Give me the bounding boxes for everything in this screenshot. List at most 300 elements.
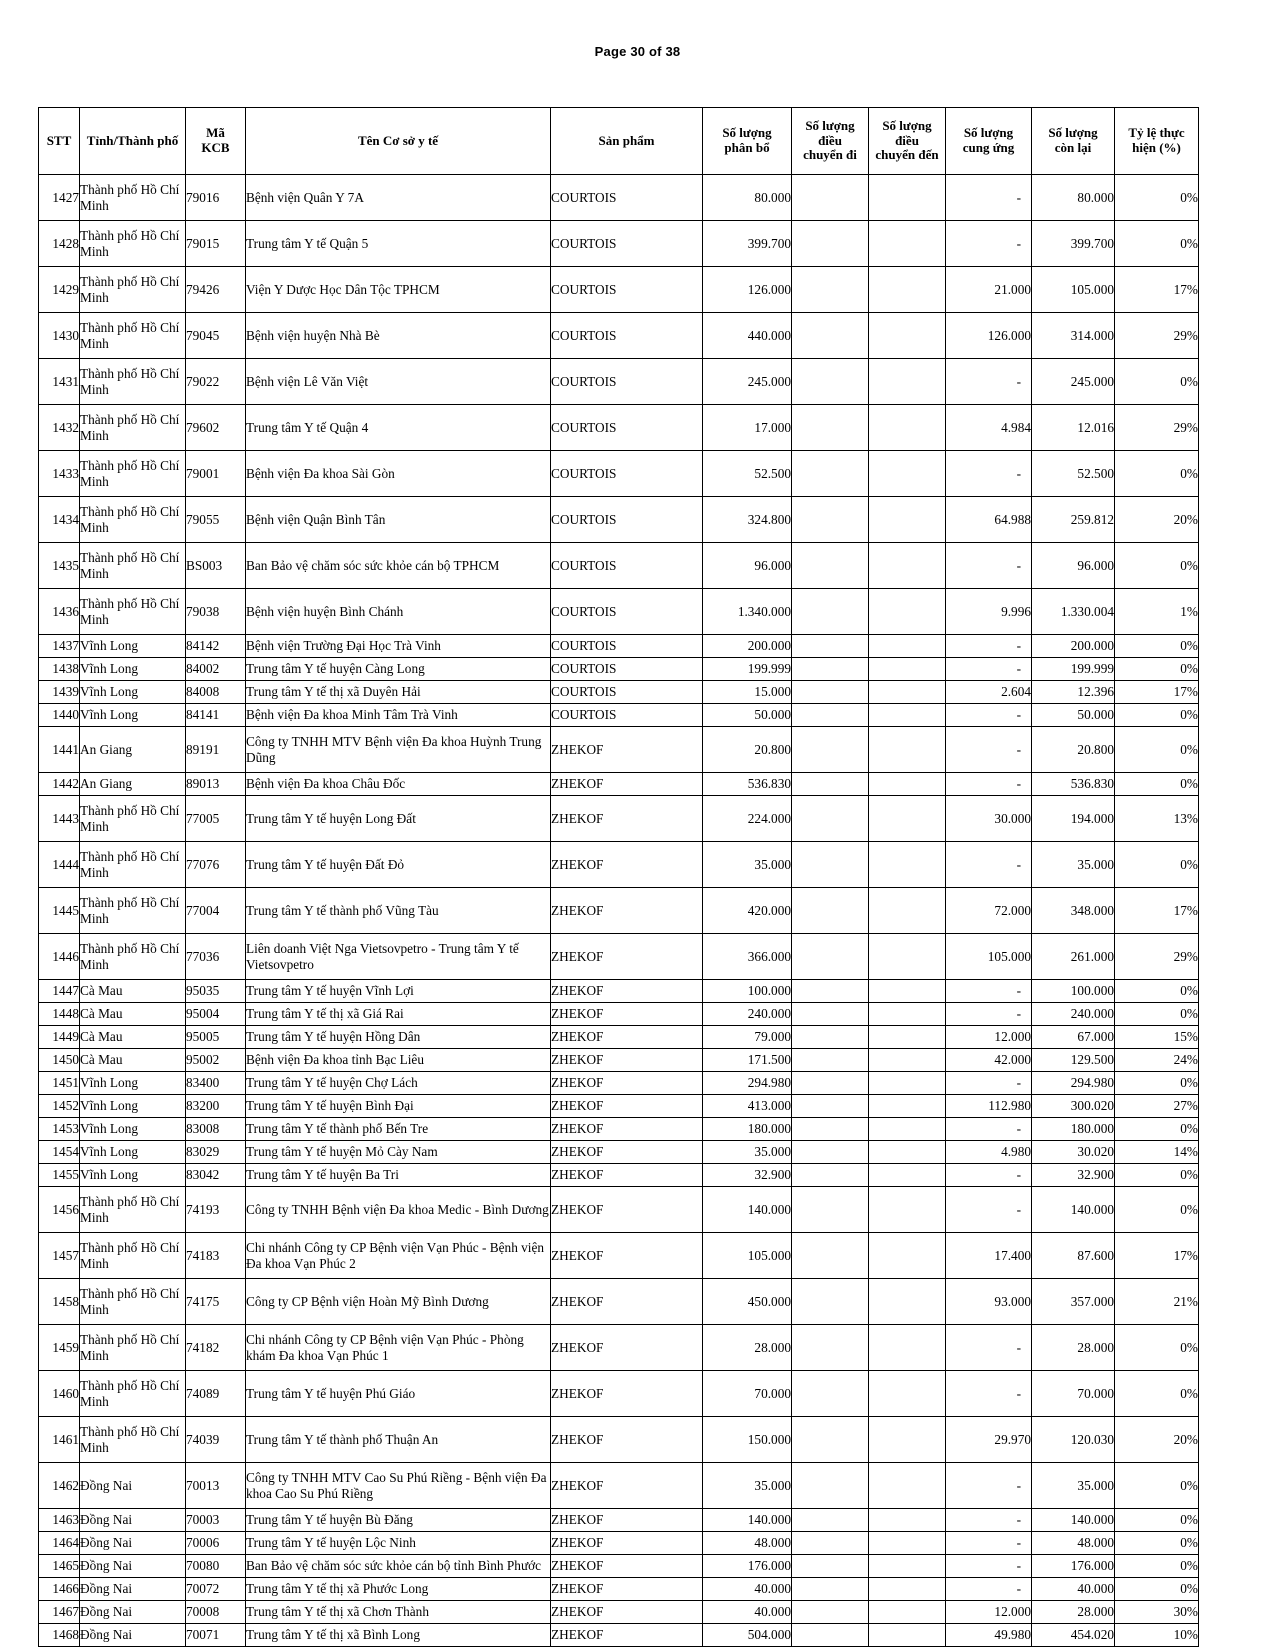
cell-transfer-in [869,1555,946,1578]
cell-allocated: 35.000 [703,1141,792,1164]
cell-kcb-code: 84142 [186,635,246,658]
cell-allocated: 420.000 [703,888,792,934]
cell-transfer-out [792,1118,869,1141]
cell-kcb-code: 83008 [186,1118,246,1141]
col-header-province: Tỉnh/Thành phố [80,108,186,175]
cell-province: Thành phố Hồ Chí Minh [80,543,186,589]
cell-facility-name: Trung tâm Y tế huyện Ba Tri [246,1164,551,1187]
cell-product: ZHEKOF [551,888,703,934]
cell-allocated: 366.000 [703,934,792,980]
cell-product: ZHEKOF [551,1141,703,1164]
cell-rate: 0% [1115,451,1199,497]
cell-facility-name: Bệnh viện huyện Nhà Bè [246,313,551,359]
cell-product: COURTOIS [551,497,703,543]
col-header-transfer-in: Số lượng điều chuyển đến [869,108,946,175]
cell-transfer-in [869,888,946,934]
cell-transfer-out [792,773,869,796]
cell-remaining: 259.812 [1032,497,1115,543]
table-row [39,1578,1199,1601]
cell-supplied: - [946,1555,1032,1578]
cell-allocated: 79.000 [703,1026,792,1049]
table-row [39,1118,1199,1141]
cell-facility-name: Bệnh viện Đa khoa Châu Đốc [246,773,551,796]
cell-rate: 20% [1115,1417,1199,1463]
cell-kcb-code: 83029 [186,1141,246,1164]
table-row [39,1555,1199,1578]
cell-facility-name: Trung tâm Y tế thành phố Bến Tre [246,1118,551,1141]
cell-allocated: 96.000 [703,543,792,589]
cell-supplied: 72.000 [946,888,1032,934]
cell-facility-name: Bệnh viện Lê Văn Việt [246,359,551,405]
cell-allocated: 40.000 [703,1578,792,1601]
cell-transfer-in [869,934,946,980]
cell-transfer-out [792,1164,869,1187]
cell-remaining: 100.000 [1032,980,1115,1003]
cell-kcb-code: 70006 [186,1532,246,1555]
cell-kcb-code: 95004 [186,1003,246,1026]
cell-allocated: 35.000 [703,1463,792,1509]
cell-allocated: 20.800 [703,727,792,773]
cell-supplied: - [946,1072,1032,1095]
cell-rate: 0% [1115,635,1199,658]
cell-province: Cà Mau [80,1003,186,1026]
cell-facility-name: Trung tâm Y tế huyện Càng Long [246,658,551,681]
cell-rate: 0% [1115,359,1199,405]
col-header-supplied: Số lượng cung ứng [946,108,1032,175]
col-header-kcb-code: Mã KCB [186,108,246,175]
cell-remaining: 140.000 [1032,1187,1115,1233]
cell-remaining: 294.980 [1032,1072,1115,1095]
cell-product: ZHEKOF [551,1624,703,1647]
table-row [39,1164,1199,1187]
cell-transfer-out [792,842,869,888]
cell-kcb-code: 83042 [186,1164,246,1187]
cell-product: ZHEKOF [551,1003,703,1026]
cell-product: ZHEKOF [551,1279,703,1325]
cell-transfer-in [869,727,946,773]
cell-rate: 0% [1115,221,1199,267]
cell-supplied: 49.980 [946,1624,1032,1647]
cell-product: COURTOIS [551,405,703,451]
cell-product: COURTOIS [551,313,703,359]
cell-kcb-code: 77076 [186,842,246,888]
cell-rate: 0% [1115,658,1199,681]
cell-kcb-code: 70080 [186,1555,246,1578]
cell-kcb-code: 95005 [186,1026,246,1049]
cell-supplied: - [946,1463,1032,1509]
cell-transfer-out [792,589,869,635]
cell-remaining: 357.000 [1032,1279,1115,1325]
cell-facility-name: Bệnh viện huyện Bình Chánh [246,589,551,635]
cell-facility-name: Trung tâm Y tế huyện Vĩnh Lợi [246,980,551,1003]
cell-stt: 1447 [39,980,80,1003]
cell-stt: 1429 [39,267,80,313]
cell-province: Vĩnh Long [80,1072,186,1095]
cell-facility-name: Bệnh viện Đa khoa tỉnh Bạc Liêu [246,1049,551,1072]
cell-province: Cà Mau [80,980,186,1003]
cell-transfer-in [869,1601,946,1624]
cell-province: Đồng Nai [80,1463,186,1509]
table-row [39,842,1199,888]
cell-transfer-in [869,1279,946,1325]
cell-facility-name: Bệnh viện Trường Đại Học Trà Vinh [246,635,551,658]
cell-remaining: 300.020 [1032,1095,1115,1118]
table-row [39,497,1199,543]
cell-province: An Giang [80,727,186,773]
cell-product: ZHEKOF [551,1072,703,1095]
cell-product: ZHEKOF [551,1187,703,1233]
table-row [39,1509,1199,1532]
cell-province: Thành phố Hồ Chí Minh [80,1279,186,1325]
cell-remaining: 245.000 [1032,359,1115,405]
cell-facility-name: Công ty TNHH MTV Bệnh viện Đa khoa Huỳnh Trung Dũng [246,727,551,773]
cell-stt: 1441 [39,727,80,773]
col-header-stt: STT [39,108,80,175]
table-row [39,543,1199,589]
cell-province: Thành phố Hồ Chí Minh [80,888,186,934]
table-row [39,796,1199,842]
cell-stt: 1428 [39,221,80,267]
cell-supplied: - [946,704,1032,727]
table-row [39,1624,1199,1647]
cell-province: Vĩnh Long [80,1141,186,1164]
cell-transfer-in [869,267,946,313]
cell-remaining: 1.330.004 [1032,589,1115,635]
cell-allocated: 28.000 [703,1325,792,1371]
cell-province: Thành phố Hồ Chí Minh [80,359,186,405]
cell-transfer-out [792,1003,869,1026]
table-row [39,635,1199,658]
table-row [39,1371,1199,1417]
cell-remaining: 50.000 [1032,704,1115,727]
table-row [39,658,1199,681]
cell-transfer-in [869,589,946,635]
cell-transfer-out [792,796,869,842]
cell-province: Thành phố Hồ Chí Minh [80,451,186,497]
cell-facility-name: Trung tâm Y tế Quận 4 [246,405,551,451]
cell-remaining: 32.900 [1032,1164,1115,1187]
cell-rate: 0% [1115,1118,1199,1141]
cell-remaining: 180.000 [1032,1118,1115,1141]
cell-supplied: 12.000 [946,1601,1032,1624]
cell-transfer-in [869,1141,946,1164]
cell-allocated: 17.000 [703,405,792,451]
cell-product: COURTOIS [551,681,703,704]
cell-kcb-code: 84002 [186,658,246,681]
cell-allocated: 240.000 [703,1003,792,1026]
cell-rate: 1% [1115,589,1199,635]
cell-supplied: - [946,1187,1032,1233]
cell-allocated: 48.000 [703,1532,792,1555]
cell-transfer-out [792,1509,869,1532]
cell-kcb-code: 84008 [186,681,246,704]
cell-rate: 0% [1115,1532,1199,1555]
cell-transfer-in [869,451,946,497]
cell-supplied: 42.000 [946,1049,1032,1072]
cell-facility-name: Trung tâm Y tế thị xã Giá Rai [246,1003,551,1026]
table-row [39,681,1199,704]
cell-supplied: 12.000 [946,1026,1032,1049]
cell-supplied: 17.400 [946,1233,1032,1279]
cell-allocated: 52.500 [703,451,792,497]
col-header-facility-name: Tên Cơ sở y tế [246,108,551,175]
cell-kcb-code: BS003 [186,543,246,589]
cell-transfer-in [869,704,946,727]
cell-rate: 21% [1115,1279,1199,1325]
cell-facility-name: Trung tâm Y tế thị xã Chơn Thành [246,1601,551,1624]
cell-remaining: 536.830 [1032,773,1115,796]
cell-province: Thành phố Hồ Chí Minh [80,1417,186,1463]
cell-remaining: 12.396 [1032,681,1115,704]
cell-supplied: - [946,773,1032,796]
cell-facility-name: Công ty CP Bệnh viện Hoàn Mỹ Bình Dương [246,1279,551,1325]
cell-province: Đồng Nai [80,1624,186,1647]
cell-transfer-out [792,1371,869,1417]
cell-facility-name: Trung tâm Y tế huyện Chợ Lách [246,1072,551,1095]
cell-product: ZHEKOF [551,727,703,773]
cell-remaining: 40.000 [1032,1578,1115,1601]
cell-allocated: 105.000 [703,1233,792,1279]
cell-rate: 30% [1115,1601,1199,1624]
table-row [39,1095,1199,1118]
cell-allocated: 140.000 [703,1509,792,1532]
cell-transfer-out [792,221,869,267]
table-row [39,1601,1199,1624]
cell-supplied: - [946,1578,1032,1601]
cell-supplied: - [946,1325,1032,1371]
cell-supplied: - [946,635,1032,658]
cell-transfer-out [792,1578,869,1601]
cell-allocated: 450.000 [703,1279,792,1325]
cell-rate: 0% [1115,1325,1199,1371]
cell-rate: 0% [1115,543,1199,589]
cell-remaining: 48.000 [1032,1532,1115,1555]
cell-transfer-in [869,681,946,704]
cell-remaining: 105.000 [1032,267,1115,313]
cell-transfer-out [792,1463,869,1509]
cell-rate: 0% [1115,727,1199,773]
cell-transfer-out [792,1624,869,1647]
cell-supplied: - [946,1509,1032,1532]
table-row [39,1417,1199,1463]
cell-supplied: - [946,842,1032,888]
cell-supplied: - [946,221,1032,267]
cell-supplied: 9.996 [946,589,1032,635]
cell-rate: 24% [1115,1049,1199,1072]
cell-stt: 1457 [39,1233,80,1279]
cell-stt: 1444 [39,842,80,888]
cell-province: Thành phố Hồ Chí Minh [80,221,186,267]
cell-remaining: 80.000 [1032,175,1115,221]
cell-remaining: 199.999 [1032,658,1115,681]
cell-stt: 1451 [39,1072,80,1095]
cell-rate: 17% [1115,681,1199,704]
cell-remaining: 28.000 [1032,1601,1115,1624]
cell-stt: 1456 [39,1187,80,1233]
cell-allocated: 40.000 [703,1601,792,1624]
cell-transfer-out [792,934,869,980]
cell-supplied: - [946,175,1032,221]
cell-remaining: 20.800 [1032,727,1115,773]
cell-transfer-out [792,497,869,543]
cell-rate: 0% [1115,1509,1199,1532]
cell-rate: 14% [1115,1141,1199,1164]
cell-product: COURTOIS [551,543,703,589]
cell-product: ZHEKOF [551,1325,703,1371]
cell-kcb-code: 84141 [186,704,246,727]
cell-facility-name: Trung tâm Y tế huyện Bù Đăng [246,1509,551,1532]
cell-rate: 0% [1115,1578,1199,1601]
cell-product: ZHEKOF [551,1118,703,1141]
cell-product: COURTOIS [551,451,703,497]
cell-remaining: 399.700 [1032,221,1115,267]
cell-rate: 0% [1115,175,1199,221]
table-row [39,727,1199,773]
cell-province: Thành phố Hồ Chí Minh [80,1371,186,1417]
cell-stt: 1460 [39,1371,80,1417]
cell-kcb-code: 79001 [186,451,246,497]
cell-product: ZHEKOF [551,1601,703,1624]
cell-transfer-in [869,221,946,267]
cell-transfer-in [869,359,946,405]
cell-transfer-out [792,175,869,221]
col-header-allocated: Số lượng phân bổ [703,108,792,175]
cell-province: Thành phố Hồ Chí Minh [80,405,186,451]
cell-transfer-in [869,796,946,842]
page-number-label: Page 30 of 38 [594,44,681,59]
cell-supplied: 64.988 [946,497,1032,543]
table-header-row [39,108,1199,175]
cell-province: Đồng Nai [80,1578,186,1601]
cell-rate: 0% [1115,1555,1199,1578]
cell-facility-name: Bệnh viện Đa khoa Sài Gòn [246,451,551,497]
cell-allocated: 15.000 [703,681,792,704]
cell-stt: 1440 [39,704,80,727]
col-header-rate: Tỷ lệ thực hiện (%) [1115,108,1199,175]
cell-transfer-in [869,1532,946,1555]
cell-kcb-code: 70008 [186,1601,246,1624]
cell-supplied: 21.000 [946,267,1032,313]
cell-transfer-in [869,980,946,1003]
cell-remaining: 348.000 [1032,888,1115,934]
cell-rate: 27% [1115,1095,1199,1118]
cell-transfer-in [869,1325,946,1371]
cell-transfer-out [792,1141,869,1164]
cell-facility-name: Trung tâm Y tế thị xã Phước Long [246,1578,551,1601]
cell-remaining: 87.600 [1032,1233,1115,1279]
cell-facility-name: Chi nhánh Công ty CP Bệnh viện Vạn Phúc - Bệnh viện Đa khoa Vạn Phúc 2 [246,1233,551,1279]
cell-facility-name: Trung tâm Y tế thành phố Thuận An [246,1417,551,1463]
cell-kcb-code: 79602 [186,405,246,451]
cell-supplied: - [946,451,1032,497]
cell-transfer-out [792,543,869,589]
cell-stt: 1427 [39,175,80,221]
cell-facility-name: Trung tâm Y tế huyện Lộc Ninh [246,1532,551,1555]
cell-stt: 1466 [39,1578,80,1601]
cell-province: Vĩnh Long [80,1095,186,1118]
cell-remaining: 200.000 [1032,635,1115,658]
cell-province: Thành phố Hồ Chí Minh [80,1187,186,1233]
cell-transfer-out [792,727,869,773]
cell-supplied: - [946,1003,1032,1026]
cell-transfer-in [869,1049,946,1072]
cell-transfer-out [792,359,869,405]
cell-kcb-code: 95035 [186,980,246,1003]
cell-kcb-code: 74183 [186,1233,246,1279]
cell-allocated: 176.000 [703,1555,792,1578]
cell-allocated: 32.900 [703,1164,792,1187]
cell-rate: 0% [1115,1072,1199,1095]
cell-transfer-out [792,313,869,359]
cell-kcb-code: 74193 [186,1187,246,1233]
cell-supplied: 29.970 [946,1417,1032,1463]
cell-kcb-code: 77004 [186,888,246,934]
cell-kcb-code: 79426 [186,267,246,313]
cell-province: Thành phố Hồ Chí Minh [80,175,186,221]
cell-rate: 0% [1115,980,1199,1003]
cell-transfer-out [792,980,869,1003]
cell-product: COURTOIS [551,704,703,727]
cell-allocated: 504.000 [703,1624,792,1647]
table-row [39,313,1199,359]
cell-stt: 1443 [39,796,80,842]
cell-transfer-out [792,1026,869,1049]
cell-allocated: 536.830 [703,773,792,796]
cell-allocated: 199.999 [703,658,792,681]
cell-stt: 1432 [39,405,80,451]
cell-stt: 1439 [39,681,80,704]
cell-product: ZHEKOF [551,1026,703,1049]
cell-kcb-code: 79055 [186,497,246,543]
cell-product: COURTOIS [551,359,703,405]
cell-supplied: - [946,1118,1032,1141]
table-row [39,1279,1199,1325]
col-header-product: Sản phẩm [551,108,703,175]
cell-transfer-in [869,1233,946,1279]
cell-supplied: 93.000 [946,1279,1032,1325]
cell-province: Thành phố Hồ Chí Minh [80,934,186,980]
cell-stt: 1467 [39,1601,80,1624]
table-row [39,1463,1199,1509]
cell-facility-name: Công ty TNHH MTV Cao Su Phú Riềng - Bệnh viện Đa khoa Cao Su Phú Riềng [246,1463,551,1509]
table-body [39,175,1199,1647]
cell-remaining: 28.000 [1032,1325,1115,1371]
cell-stt: 1437 [39,635,80,658]
cell-transfer-out [792,888,869,934]
cell-kcb-code: 79045 [186,313,246,359]
cell-transfer-out [792,451,869,497]
col-header-transfer-out: Số lượng điều chuyển đi [792,108,869,175]
cell-remaining: 129.500 [1032,1049,1115,1072]
cell-province: Vĩnh Long [80,681,186,704]
cell-allocated: 35.000 [703,842,792,888]
cell-allocated: 324.800 [703,497,792,543]
table-row [39,1233,1199,1279]
table-row [39,773,1199,796]
cell-product: COURTOIS [551,221,703,267]
cell-transfer-out [792,1279,869,1325]
cell-rate: 0% [1115,1371,1199,1417]
cell-kcb-code: 74039 [186,1417,246,1463]
cell-kcb-code: 79022 [186,359,246,405]
cell-supplied: - [946,727,1032,773]
cell-transfer-in [869,497,946,543]
col-header-remaining: Số lượng còn lại [1032,108,1115,175]
cell-stt: 1455 [39,1164,80,1187]
cell-allocated: 440.000 [703,313,792,359]
cell-rate: 29% [1115,313,1199,359]
cell-kcb-code: 95002 [186,1049,246,1072]
